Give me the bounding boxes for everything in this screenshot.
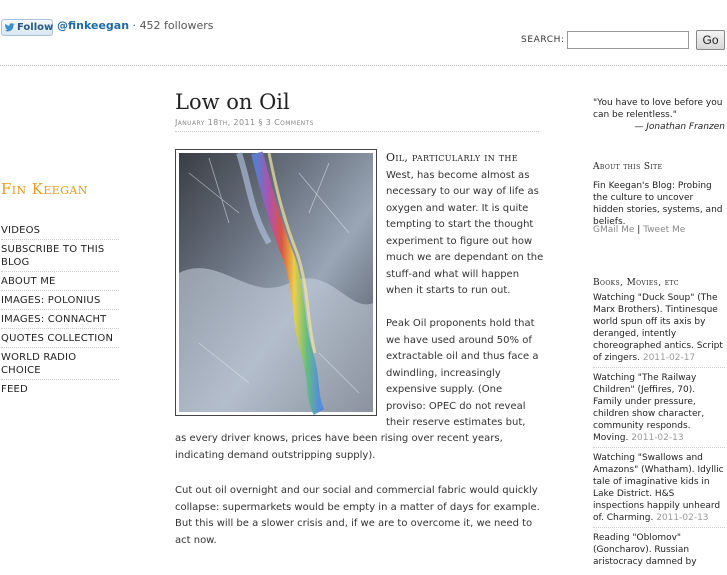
sidebar-quote [593, 97, 725, 133]
list-item[interactable] [593, 372, 725, 448]
comments-link[interactable]: 3 Comments [265, 118, 314, 127]
search-go-button[interactable]: Go [696, 30, 725, 50]
nav-item-world-radio-choice[interactable]: WORLD RADIO CHOICE [1, 348, 119, 380]
twitter-handle-line [57, 19, 214, 32]
list-item[interactable] [593, 292, 725, 368]
post-date: January 18th, 2011 [175, 118, 256, 127]
book-entry-text: Reading "Oblomov" (Goncharov). Russian aristocracy damned by [593, 533, 697, 567]
site-title[interactable]: Fin Keegan [1, 180, 88, 198]
post-image-oil-slick[interactable] [175, 149, 377, 416]
follow-label: Follow [17, 22, 54, 33]
books-list [593, 292, 725, 575]
book-entry-date: 2011-02-13 [631, 433, 684, 443]
books-heading: Books, Movies, etc [593, 278, 679, 288]
book-entry-text: Watching "Duck Soup" (The Marx Brothers). Tintinesque world spun off its axis by deranged, intently choreographed antics. Script of zingers. [593, 293, 723, 363]
book-entry-date: 2011-02-13 [656, 513, 709, 523]
nav-item-feed[interactable]: FEED [1, 384, 28, 395]
meta-separator: § [255, 118, 266, 127]
follower-count: 452 followers [139, 19, 214, 32]
about-text: Fin Keegan's Blog: Probing the culture to uncover hidden stories, systems, and beliefs. [593, 181, 723, 227]
search-label: SEARCH: [521, 35, 565, 45]
top-bar [0, 0, 727, 66]
book-entry-text: Watching "The Railway Children" (Jeffires, 70). Family under pressure, children show character, community responds. Moving. [593, 373, 705, 443]
tweet-link[interactable]: Tweet Me [643, 225, 686, 235]
about-heading: About this Site [593, 162, 663, 172]
nav-item-images-connacht[interactable]: IMAGES: CONNACHT [1, 310, 119, 329]
oil-slick-picture [179, 153, 373, 412]
post-paragraph-2: Peak Oil proponents hold that we have used around 50% of extractable oil and thus face a dwindling, increasingly expensive supply. (One proviso: OPEC do not reveal their reserve estimates but, [386, 318, 539, 428]
book-entry-date: 2011-02-17 [642, 353, 696, 363]
nav-item-images-polonius[interactable]: IMAGES: POLONIUS [1, 291, 119, 310]
gmail-link[interactable]: GMail Me [593, 225, 635, 235]
twitter-follow-button[interactable] [1, 19, 53, 36]
post-title[interactable]: Low on Oil [175, 90, 290, 114]
list-item[interactable] [593, 532, 725, 571]
list-item[interactable] [593, 452, 725, 528]
book-entry-text: Watching "Swallows and Amazons" (Whatham). Idyllic tale of imaginative kids in Lake District. H&S inspections happily unheard of. Charming. [593, 453, 724, 523]
nav-item-about-me[interactable]: ABOUT ME [1, 272, 119, 291]
handle-separator: · [129, 19, 140, 32]
nav-item-videos[interactable]: VIDEOS [1, 221, 119, 240]
nav-item-quotes-collection[interactable]: QUOTES COLLECTION [1, 329, 119, 348]
quote-author: — Jonathan Franzen [634, 122, 725, 132]
left-nav [1, 221, 119, 398]
link-separator: | [634, 225, 644, 235]
post-paragraph-3: Cut out oil overnight and our social and commercial fabric would quickly collapse: supermarkets would be empty in a matter of days for example. But this will be a slower crisis and, if we are to overcome it, we need to act now. [175, 485, 540, 546]
post-paragraph-2-continued: as every driver knows, prices have been rising over recent years, indicating demand outstripping supply). [175, 433, 503, 461]
post-paragraph-1 [386, 150, 544, 300]
post-meta [175, 118, 539, 132]
quote-text: "You have to love before you can be relentless." [593, 98, 723, 120]
twitter-bird-icon [4, 23, 15, 32]
twitter-handle-link[interactable]: @finkeegan [57, 19, 130, 32]
post-lead-in: Oil, particularly in the [386, 151, 518, 164]
search-input[interactable] [567, 31, 689, 49]
nav-item-subscribe[interactable]: SUBSCRIBE TO THIS BLOG [1, 240, 119, 272]
post-paragraph-1-text: West, has become almost as necessary to our way of life as oxygen and water. It is quite tempting to start the thought experiment to figure out how much we are dependant on the stuff-and what will happen when it starts to run out. [386, 169, 544, 296]
about-links [593, 225, 685, 235]
